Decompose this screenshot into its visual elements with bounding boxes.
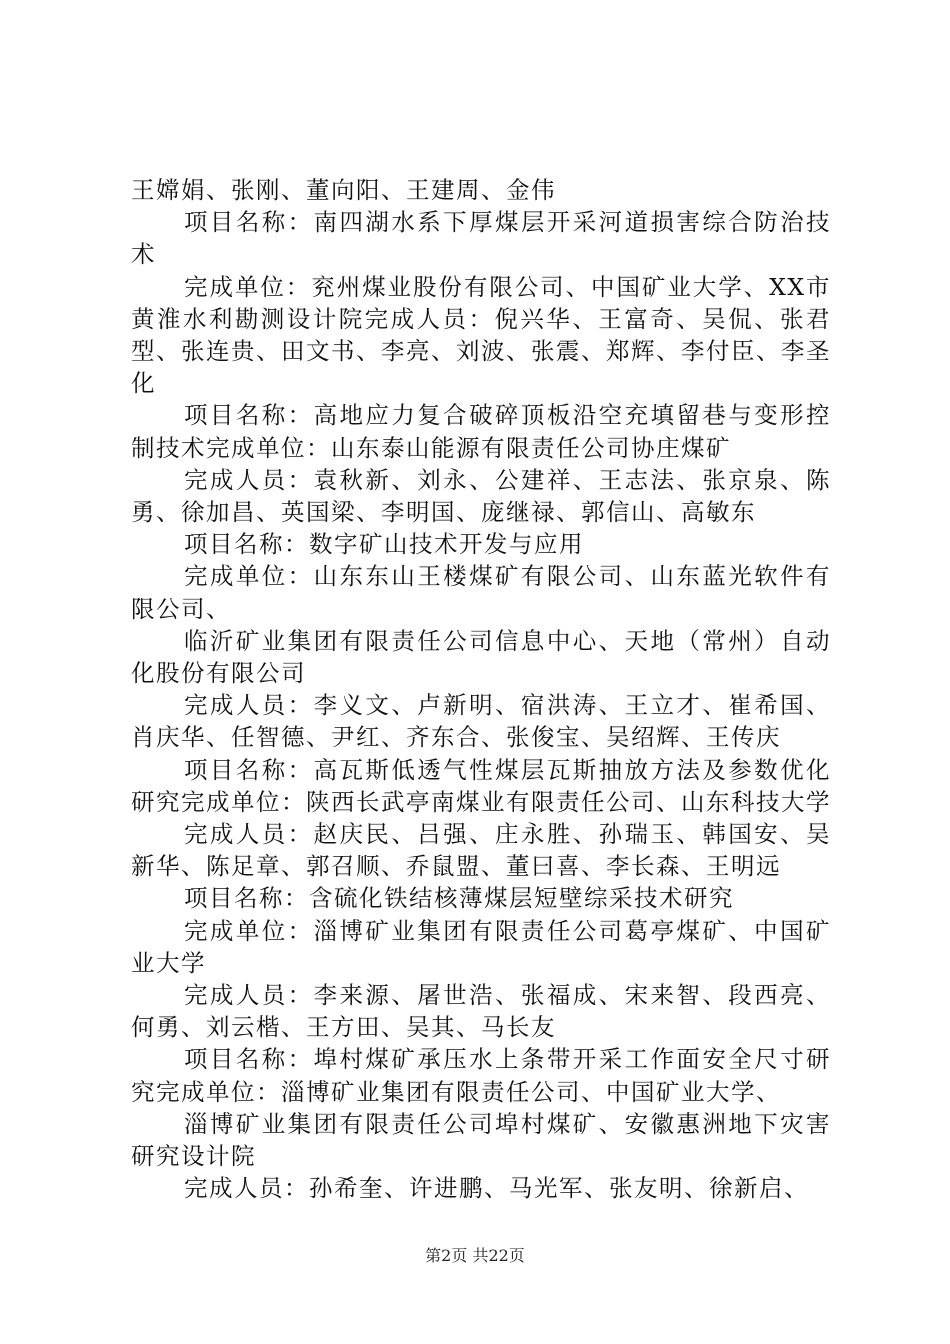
body-paragraph: 完成人员：孙希奎、许进鹏、马光军、张友明、徐新启、 xyxy=(184,1174,809,1203)
body-paragraph: 项目名称：南四湖水系下厚煤层开采河道损害综合防治技术 xyxy=(131,208,831,269)
body-paragraph: 完成单位：山东东山王楼煤矿有限公司、山东蓝光软件有限公司、 xyxy=(131,562,831,623)
body-paragraph: 项目名称：含硫化铁结核薄煤层短壁综采技术研究 xyxy=(184,884,734,913)
body-paragraph: 完成人员：李来源、屠世浩、张福成、宋来智、段西亮、何勇、刘云楷、王方田、吴其、马长友 xyxy=(131,981,831,1042)
body-paragraph: 完成人员：赵庆民、吕强、庄永胜、孙瑞玉、韩国安、吴新华、陈足章、郭召顺、乔鼠盟、董曰喜、李长森、王明远 xyxy=(131,820,831,881)
body-paragraph: 完成单位：兖州煤业股份有限公司、中国矿业大学、XX市黄淮水利勘测设计院完成人员：倪兴华、王富奇、吴侃、张君型、张连贵、田文书、李亮、刘波、张震、郑辉、李付臣、李圣化 xyxy=(131,272,831,398)
body-paragraph: 项目名称：高瓦斯低透气性煤层瓦斯抽放方法及参数优化研究完成单位：陕西长武亭南煤业有限责任公司、山东科技大学 xyxy=(131,755,831,816)
body-paragraph: 项目名称：埠村煤矿承压水上条带开采工作面安全尺寸研究完成单位：淄博矿业集团有限责任公司、中国矿业大学、 xyxy=(131,1045,831,1106)
body-paragraph: 完成人员：袁秋新、刘永、公建祥、王志法、张京泉、陈勇、徐加昌、英国梁、李明国、庞继禄、郭信山、高敏东 xyxy=(131,465,831,527)
document-body xyxy=(131,174,831,1205)
page-footer: 第2页 共22页 xyxy=(425,1246,525,1265)
body-paragraph: 王嫦娟、张刚、董向阳、王建周、金伟 xyxy=(131,176,556,204)
body-paragraph: 淄博矿业集团有限责任公司埠村煤矿、安徽惠洲地下灾害研究设计院 xyxy=(131,1109,831,1171)
body-paragraph: 项目名称：高地应力复合破碎顶板沿空充填留巷与变形控制技术完成单位：山东泰山能源有限责任公司协庄煤矿 xyxy=(131,401,831,462)
body-paragraph: 临沂矿业集团有限责任公司信息中心、天地（常州）自动化股份有限公司 xyxy=(131,626,831,688)
body-paragraph: 完成单位：淄博矿业集团有限责任公司葛亭煤矿、中国矿业大学 xyxy=(131,916,831,977)
body-paragraph: 项目名称：数字矿山技术开发与应用 xyxy=(184,530,584,559)
body-paragraph: 完成人员：李义文、卢新明、宿洪涛、王立才、崔希国、肖庆华、任智德、尹红、齐东合、张俊宝、吴绍辉、王传庆 xyxy=(131,691,831,752)
